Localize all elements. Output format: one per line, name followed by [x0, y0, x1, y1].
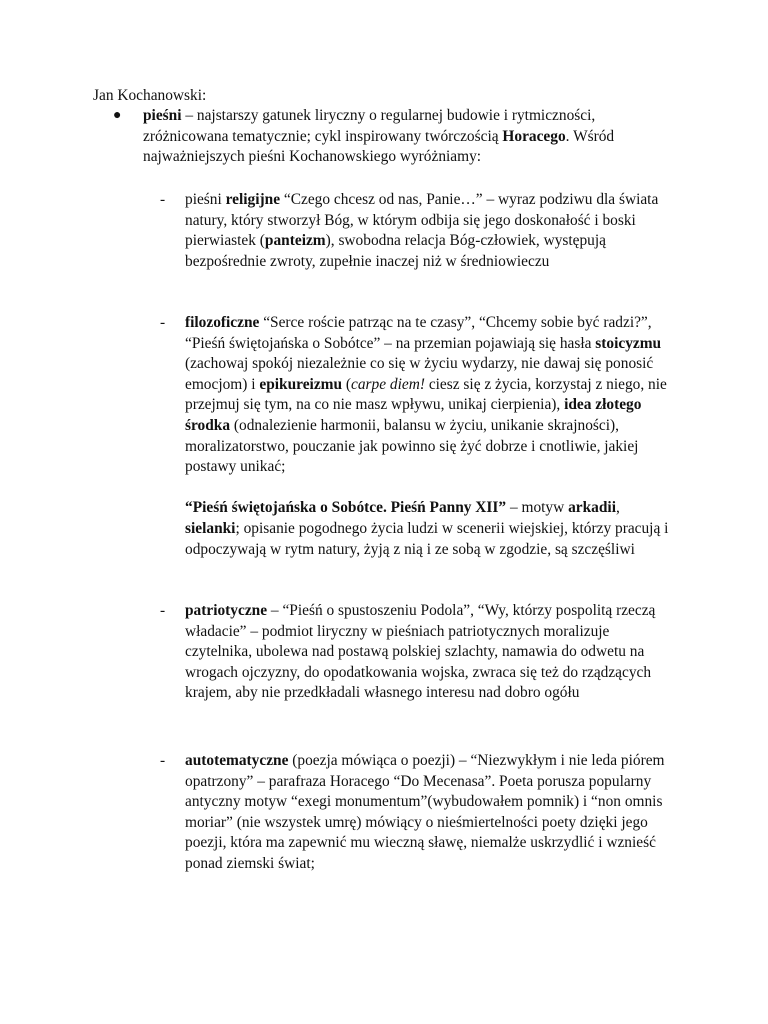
- text-span: ; opisanie pogodnego życia ludzi w scenerii wiejskiej, którzy pracują i odpoczywają w rytm natury, żyją z nią i ze sobą w zgodzie, są szczęśliwi: [185, 519, 669, 558]
- term-autotematyczne: autotematyczne: [185, 752, 289, 769]
- text-span: ), swobodna relacja Bóg-człowiek, występują bezpośrednie zwroty, zupełnie inaczej niż w średniowieczu: [185, 232, 606, 270]
- text-span: (poezja mówiąca o poezji) – “Niezwykłym i nie leda piórem opatrzony” – parafraza Horacego “Do Mecenasa”. Poeta porusza popularny antyczny motyw “exegi monumentum”(wybudowałem pomnik) i “non omnis moriar” (nie wszystek umrę) mówiący o nieśmiertelności poety dzięki jego poezji, która ma zapewnić mu wieczną sławę, niemalże uskrzydlić i wznieść ponad ziemski świat;: [185, 752, 665, 872]
- term-arkadii: arkadii: [568, 499, 616, 517]
- dash-marker: -: [160, 314, 166, 331]
- sub-item-patriotyczne: [160, 601, 675, 704]
- dash-marker: -: [160, 602, 166, 619]
- term-horacego: Horacego: [502, 127, 566, 145]
- text-span: pieśni: [185, 191, 226, 208]
- dash-marker: -: [160, 752, 166, 769]
- text-span: – “Pieśń o spustoszeniu Podola”, “Wy, którzy pospolitą rzeczą władacie” – podmiot liryczny w pieśniach patriotycznych moralizuje czytelnika, ubolewa nad postawą polskiej szlachty, namawia do odwetu na wrogach ojczyzny, do opodatkowania wojska, zwraca się też do rządzących krajem, aby nie przedkładali własnego interesu nad dobro ogółu: [185, 602, 656, 702]
- text-span: – najstarszy gatunek liryczny o regularnej budowie i rytmiczności, zróżnicowana tematycznie; cykl inspirowany twórczością: [143, 107, 596, 145]
- term-carpe-diem: carpe diem!: [351, 375, 425, 393]
- sub-text-autotematyczne: [185, 751, 675, 875]
- sub-item-filozoficzne: [160, 313, 675, 560]
- paragraph: [185, 498, 675, 560]
- term-stoicyzmu: stoicyzmu: [595, 334, 662, 352]
- sub-item-autotematyczne: [160, 751, 675, 875]
- term-sielanki: sielanki: [185, 519, 236, 537]
- paragraph: [185, 313, 675, 478]
- text-span: (: [342, 375, 352, 393]
- text-span: (odnalezienie harmonii, balansu w życiu, unikanie skrajności), moralizatorstwo, pouczanie jak powinno się żyć dobrze i cnotliwie, jakiej postawy unikać;: [185, 416, 639, 476]
- sub-text-patriotyczne: [185, 601, 675, 704]
- text-span: “Serce roście patrząc na te czasy”, “Chcemy sobie być radzi?”, “Pieśń świętojańska o Sobótce” – na przemian pojawiają się hasła: [185, 314, 652, 352]
- text-span: ciesz się z życia, korzystaj z niego, nie przejmuj się tym, na co nie masz wpływu, unikaj cierpienia),: [185, 375, 667, 414]
- term-zloty-srodek: idea złotego środka: [185, 396, 642, 434]
- bullet-icon: ●: [113, 108, 122, 123]
- sub-text-religijne: [185, 190, 675, 272]
- dash-marker: -: [160, 191, 166, 208]
- sub-item-religijne: [160, 190, 675, 272]
- bullet-text: [143, 106, 663, 168]
- text-span: “Czego chcesz od nas, Panie…” – wyraz podziwu dla świata natury, który stworzył Bóg, w którym odbija się jego doskonałość i boski pierwiastek (: [185, 191, 659, 250]
- term-piesn-swietojanska: “Pieśń świętojańska o Sobótce. Pieśń Panny XII”: [185, 499, 507, 517]
- text-span: ,: [616, 499, 620, 517]
- term-religijne: religijne: [225, 191, 281, 208]
- term-panteizm: panteizm: [264, 232, 326, 250]
- document-title: Jan Kochanowski:: [93, 87, 207, 104]
- term-patriotyczne: patriotyczne: [185, 602, 268, 619]
- sub-text-filozoficzne: [185, 313, 675, 560]
- term-piesni: pieśni: [143, 107, 182, 124]
- term-filozoficzne: filozoficzne: [185, 314, 260, 331]
- term-epikureizmu: epikureizmu: [259, 375, 343, 393]
- list-item-piesni: [113, 106, 673, 168]
- text-span: (zachowaj spokój niezależnie co się w życiu wydarzy, nie dawaj się ponosić emocjom) i: [185, 355, 654, 393]
- text-span: . Wśród najważniejszych pieśni Kochanowskiego wyróżniamy:: [143, 127, 615, 166]
- text-span: – motyw: [506, 499, 569, 517]
